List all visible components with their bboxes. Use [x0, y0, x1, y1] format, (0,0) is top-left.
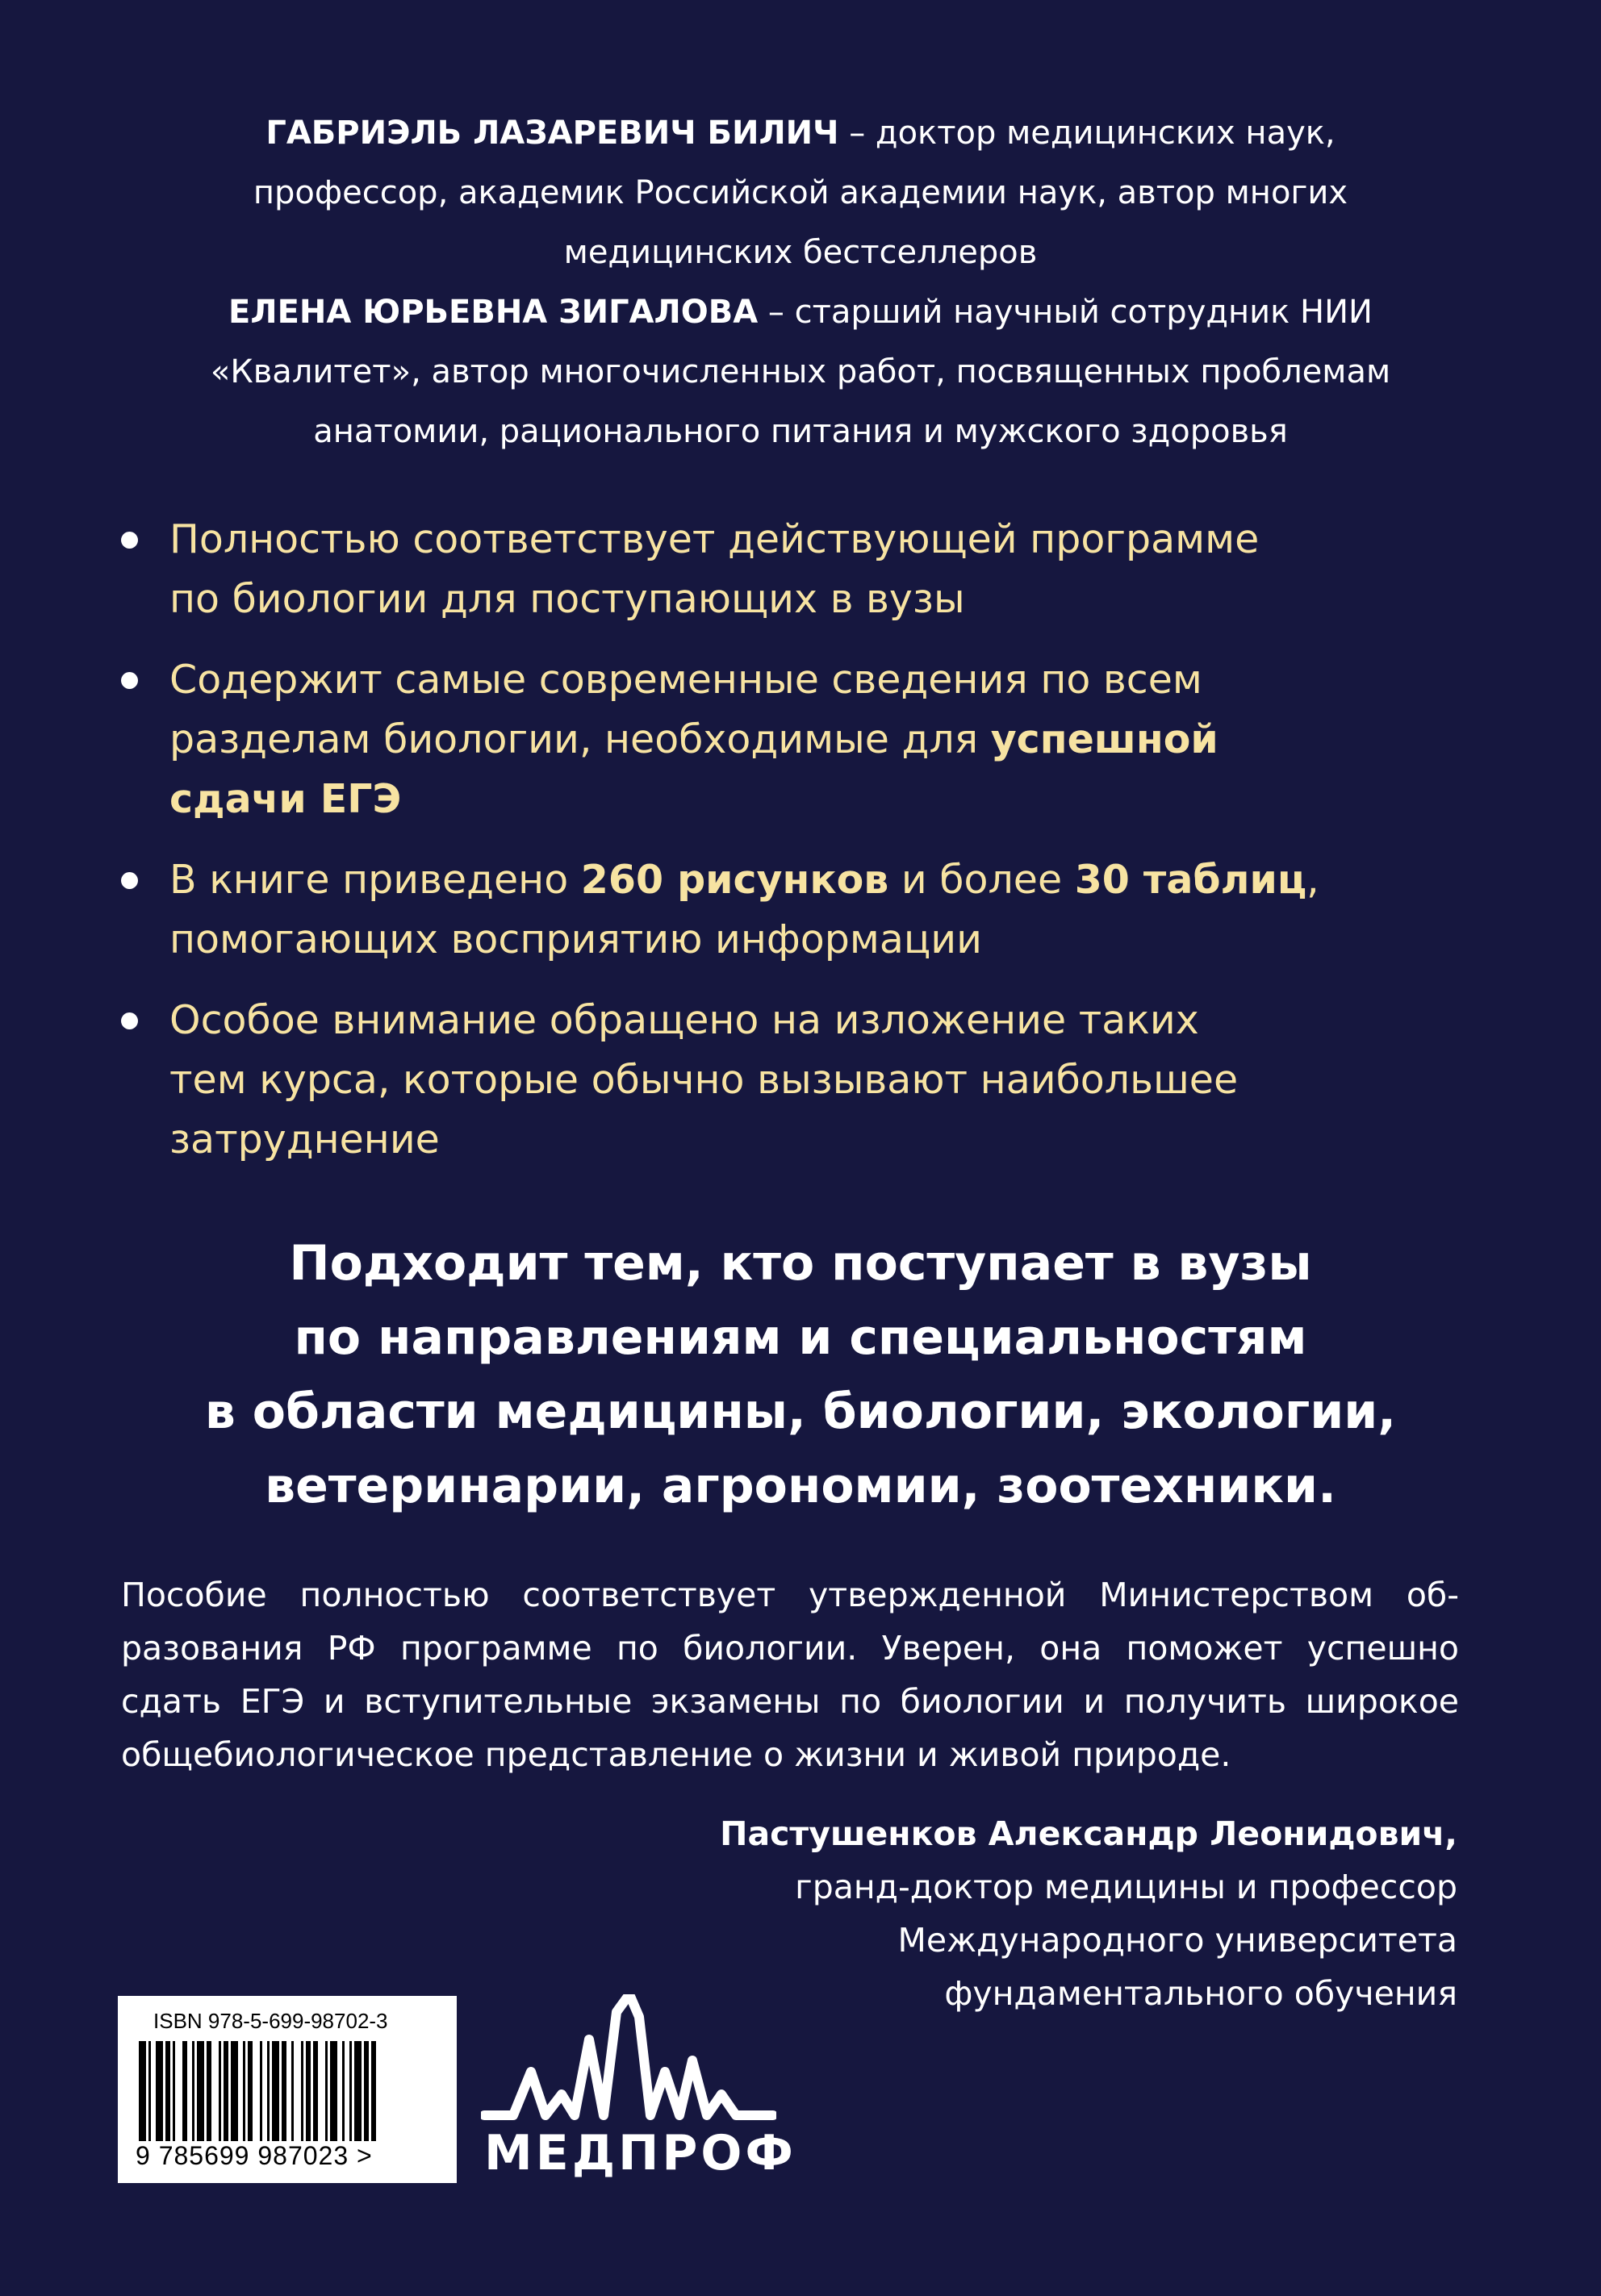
author-desc-bilich-2: профессор, академик Российской академии наук, автор многих — [253, 174, 1348, 211]
feature-text: Полностью соответствует действующей программе — [169, 516, 1260, 562]
barcode-stripe — [248, 2041, 253, 2141]
barcode-stripe — [192, 2041, 194, 2141]
author-desc-zigalova-3: анатомии, рационального питания и мужского здоровья — [313, 413, 1288, 450]
barcode-stripe — [272, 2041, 279, 2141]
isbn-label: ISBN 978-5-699-98702-3 — [153, 2009, 388, 2033]
feature-text: затруднение — [169, 1117, 440, 1163]
target-line: ветеринарии, агрономии, зоотехники. — [265, 1458, 1336, 1514]
barcode-digits: 9 785699 987023 > — [136, 2141, 373, 2170]
barcode-stripe — [260, 2041, 262, 2141]
barcode-stripe — [349, 2041, 352, 2141]
feature-text: Содержит самые современные сведения по всем — [169, 657, 1202, 703]
reviewer-name: Пастушенков Александр Леонидович, — [720, 1814, 1457, 1853]
reviewer-title: фундаментального обучения — [944, 1974, 1457, 2013]
feature-text: Особое внимание обращено на изложение таких — [169, 997, 1199, 1043]
feature-text: разделам биологии, необходимые для — [169, 716, 991, 762]
author-desc-bilich-3: медицинских бестселлеров — [563, 234, 1038, 271]
barcode-stripe — [313, 2041, 318, 2141]
feature-highlight: 30 таблиц — [1074, 857, 1307, 903]
author-desc-bilich-1: – доктор медицинских наук, — [838, 115, 1336, 152]
target-audience — [121, 1226, 1480, 1523]
feature-item — [121, 850, 1493, 970]
barcode-stripe — [243, 2041, 245, 2141]
feature-highlight: 260 рисунков — [580, 857, 889, 903]
feature-item — [121, 991, 1493, 1170]
reviewer-signature — [489, 1807, 1457, 2020]
barcode-stripe — [182, 2041, 187, 2141]
barcode-stripe — [173, 2041, 175, 2141]
bullet-dot-icon — [121, 532, 138, 549]
reviewer-title: Международного университета — [897, 1921, 1457, 1960]
bullet-dot-icon — [121, 1012, 138, 1029]
quote-line: разования РФ программе по биологии. Уверен, она поможет успешно — [121, 1629, 1459, 1668]
barcode-stripe — [282, 2041, 286, 2141]
feature-item — [121, 510, 1493, 629]
authors-block — [121, 103, 1480, 461]
barcode-stripe — [197, 2041, 204, 2141]
barcode-stripe — [330, 2041, 337, 2141]
barcode-stripe — [301, 2041, 303, 2141]
author-name-bilich: ГАБРИЭЛЬ ЛАЗАРЕВИЧ БИЛИЧ — [265, 115, 839, 152]
feature-text: по биологии для поступающих в вузы — [169, 576, 965, 622]
author-desc-zigalova-1: – старший научный сотрудник НИИ — [758, 294, 1373, 331]
feature-list — [121, 510, 1493, 1191]
feature-text: В книге приведено — [169, 857, 581, 903]
barcode-stripe — [148, 2041, 151, 2141]
barcode-stripe — [156, 2041, 163, 2141]
barcode-bars — [139, 2041, 437, 2141]
barcode-stripe — [342, 2041, 345, 2141]
feature-highlight: успешной — [990, 716, 1219, 762]
feature-text: помогающих восприятию информации — [169, 916, 982, 962]
barcode-stripe — [139, 2041, 146, 2141]
quote-line: сдать ЕГЭ и вступительные экзамены по биологии и получить широкое — [121, 1682, 1459, 1721]
barcode-stripe — [306, 2041, 311, 2141]
barcode-stripe — [165, 2041, 170, 2141]
bullet-dot-icon — [121, 672, 138, 689]
quote-line: Пособие полностью соответствует утвержденной Министерством об- — [121, 1576, 1459, 1614]
publisher-logo-text: МЕДПРОФ — [484, 2125, 796, 2181]
author-desc-zigalova-2: «Квалитет», автор многочисленных работ, посвященных проблемам — [210, 353, 1391, 390]
feature-text: тем курса, которые обычно вызывают наибольшее — [169, 1057, 1239, 1103]
feature-text: , — [1306, 857, 1319, 903]
barcode-stripe — [325, 2041, 328, 2141]
review-quote — [121, 1568, 1459, 1781]
author-first — [121, 103, 1480, 282]
barcode-stripe — [231, 2041, 238, 2141]
barcode-stripe — [207, 2041, 211, 2141]
barcode-stripe — [267, 2041, 270, 2141]
reviewer-title: гранд-доктор медицины и профессор — [795, 1868, 1457, 1906]
author-name-zigalova: ЕЛЕНА ЮРЬЕВНА ЗИГАЛОВА — [228, 294, 759, 331]
barcode-stripe — [354, 2041, 362, 2141]
feature-text: и более — [888, 857, 1075, 903]
barcode-stripe — [291, 2041, 294, 2141]
target-line: по направлениям и специальностям — [294, 1309, 1307, 1366]
barcode-stripe — [219, 2041, 221, 2141]
bullet-dot-icon — [121, 872, 138, 889]
quote-line: общебиологическое представление о жизни и живой природе. — [121, 1735, 1231, 1774]
author-second — [121, 282, 1480, 461]
barcode-stripe — [371, 2041, 376, 2141]
feature-item — [121, 650, 1493, 829]
isbn-barcode — [118, 1996, 457, 2183]
target-line: в области медицины, биологии, экологии, — [204, 1384, 1397, 1440]
barcode-stripe — [364, 2041, 369, 2141]
feature-highlight: сдачи ЕГЭ — [169, 776, 402, 822]
barcode-stripe — [224, 2041, 228, 2141]
target-line: Подходит тем, кто поступает в вузы — [289, 1235, 1312, 1292]
